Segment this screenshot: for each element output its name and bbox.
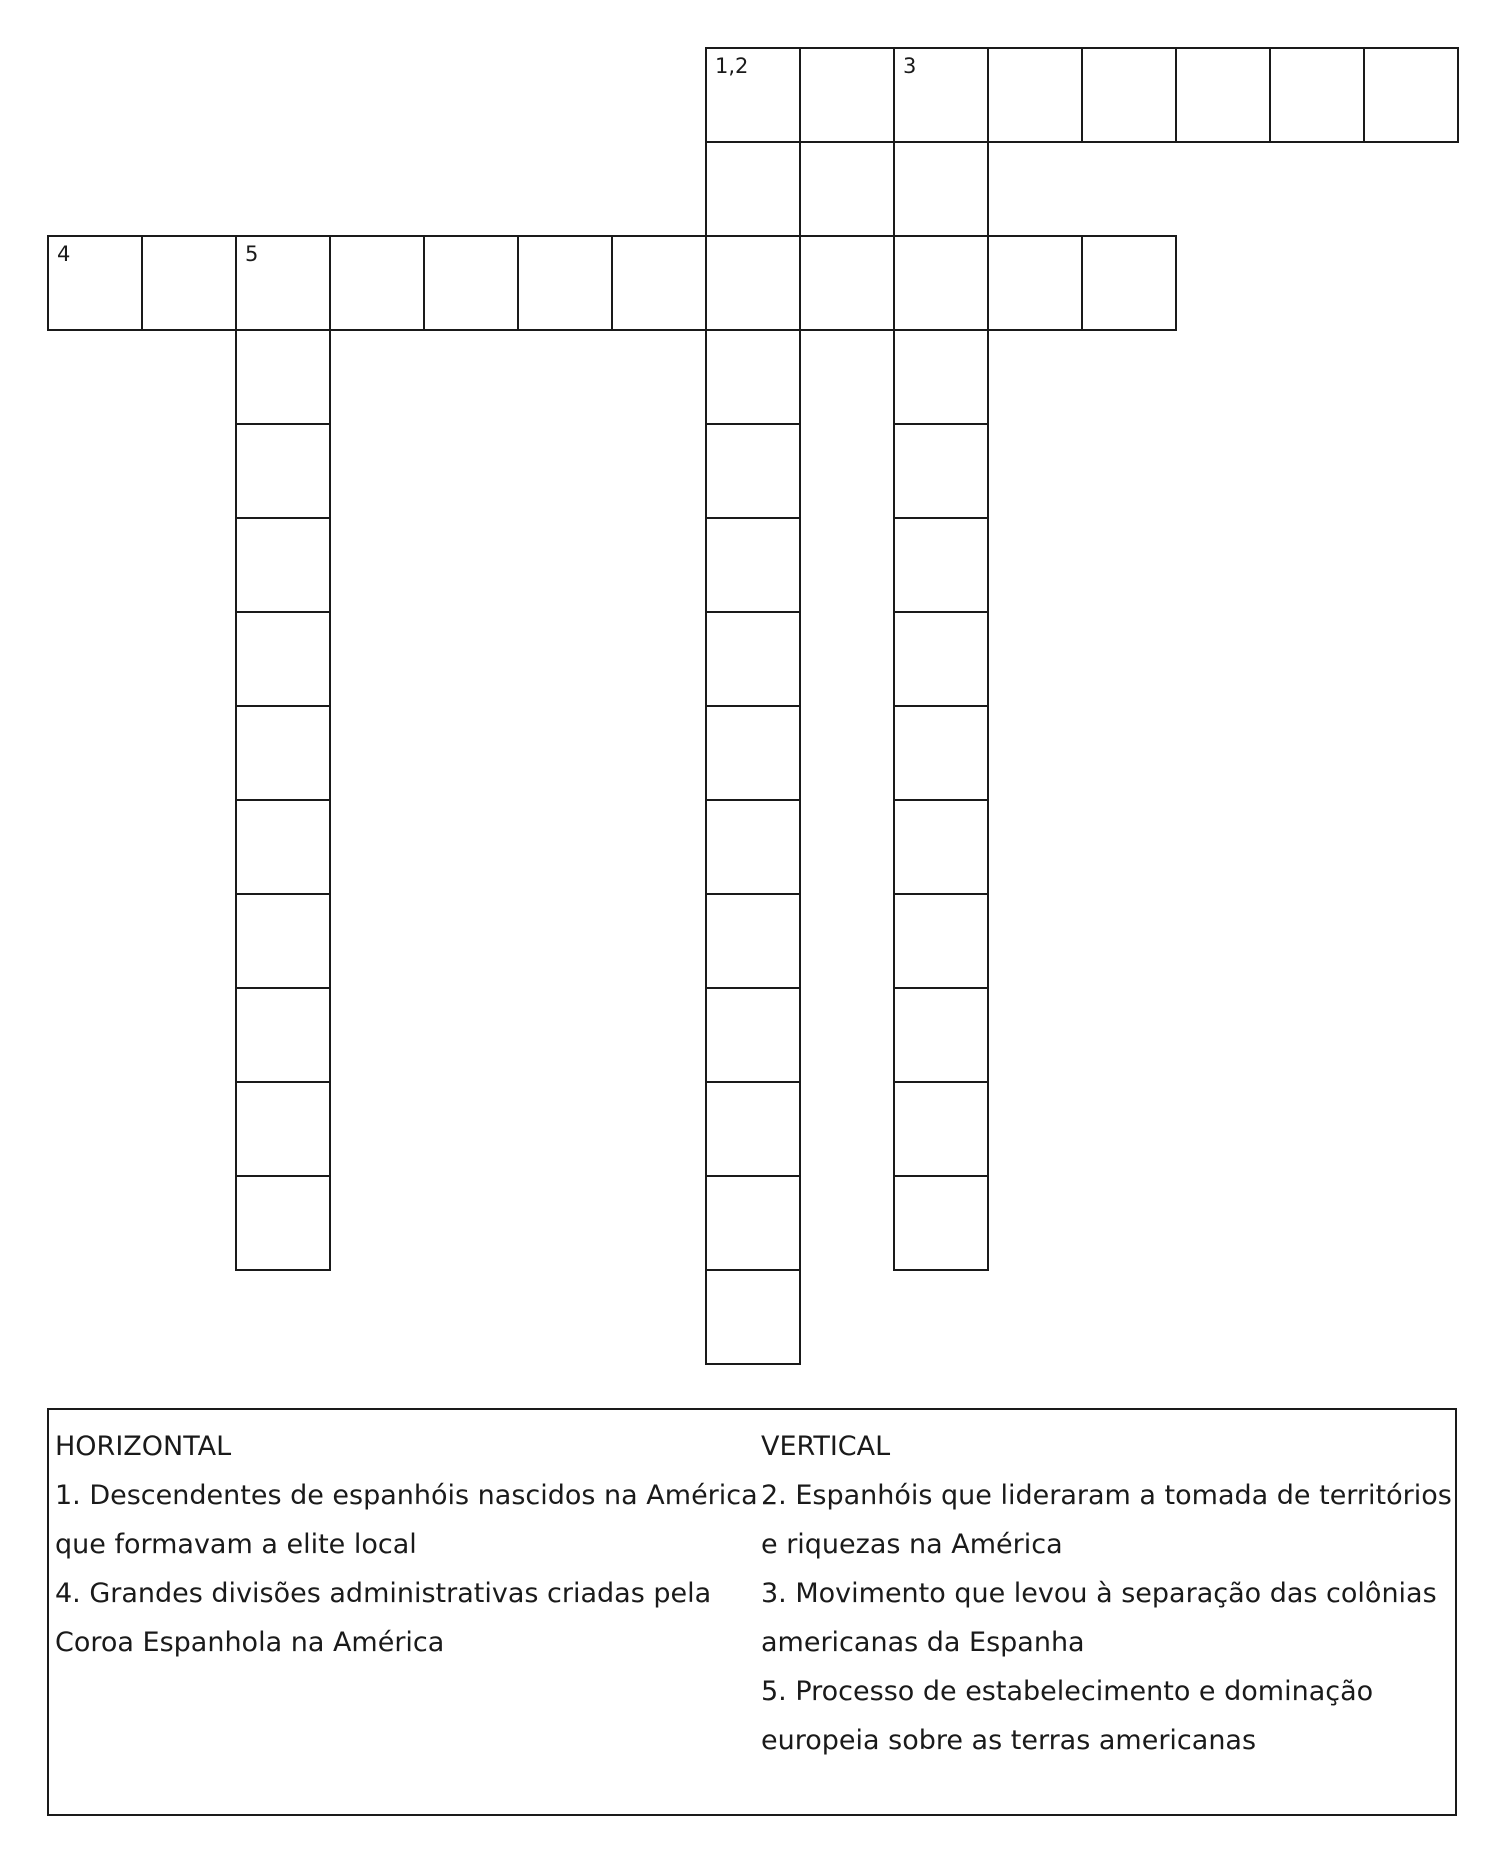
crossword-cell[interactable] xyxy=(235,329,331,425)
vertical-clue-line: americanas da Espanha xyxy=(761,1627,1085,1658)
crossword-cell[interactable] xyxy=(893,893,989,989)
horizontal-clue-line: que formavam a elite local xyxy=(55,1529,417,1560)
crossword-cell[interactable] xyxy=(893,423,989,519)
crossword-cell[interactable] xyxy=(799,235,895,331)
horizontal-heading: HORIZONTAL xyxy=(55,1431,232,1462)
vertical-heading: VERTICAL xyxy=(761,1431,891,1462)
crossword-cell[interactable] xyxy=(705,235,801,331)
crossword-cell[interactable] xyxy=(893,1081,989,1177)
horizontal-clues xyxy=(55,1422,758,1667)
crossword-cell[interactable] xyxy=(705,705,801,801)
crossword-cell[interactable] xyxy=(893,705,989,801)
vertical-clues xyxy=(761,1422,1451,1765)
vertical-clue-line: europeia sobre as terras americanas xyxy=(761,1725,1257,1756)
crossword-cell[interactable] xyxy=(893,141,989,237)
crossword-cell[interactable] xyxy=(1363,47,1459,143)
horizontal-clue-line: 4. Grandes divisões administrativas criadas pela xyxy=(55,1578,712,1609)
crossword-cell[interactable] xyxy=(893,611,989,707)
crossword-cell[interactable] xyxy=(235,423,331,519)
crossword-cell[interactable] xyxy=(799,47,895,143)
crossword-cell[interactable] xyxy=(235,799,331,895)
crossword-cell[interactable] xyxy=(705,47,801,143)
horizontal-clue-line: Coroa Espanhola na América xyxy=(55,1627,445,1658)
crossword-cell[interactable] xyxy=(235,705,331,801)
crossword-cell[interactable] xyxy=(1081,235,1177,331)
crossword-cell[interactable] xyxy=(705,329,801,425)
crossword-cell[interactable] xyxy=(235,1081,331,1177)
horizontal-clue-line: 1. Descendentes de espanhóis nascidos na América xyxy=(55,1480,758,1511)
crossword-cell[interactable] xyxy=(235,1175,331,1271)
crossword-cell[interactable] xyxy=(705,799,801,895)
crossword-cell[interactable] xyxy=(705,423,801,519)
vertical-clue-line: 3. Movimento que levou à separação das colônias xyxy=(761,1578,1437,1609)
crossword-cell[interactable] xyxy=(705,1081,801,1177)
crossword-cell[interactable] xyxy=(611,235,707,331)
crossword-cell[interactable] xyxy=(987,47,1083,143)
crossword-cell[interactable] xyxy=(1269,47,1365,143)
crossword-cell[interactable] xyxy=(235,893,331,989)
crossword-cell[interactable] xyxy=(329,235,425,331)
vertical-clue-line: e riquezas na América xyxy=(761,1529,1063,1560)
crossword-cell[interactable] xyxy=(987,235,1083,331)
crossword-cell[interactable] xyxy=(893,799,989,895)
vertical-clue-line: 5. Processo de estabelecimento e dominação xyxy=(761,1676,1374,1707)
crossword-cell[interactable] xyxy=(235,517,331,613)
clue-number: 5 xyxy=(245,242,259,266)
crossword-cell[interactable] xyxy=(47,235,143,331)
crossword-cell[interactable] xyxy=(235,987,331,1083)
crossword-cell[interactable] xyxy=(705,517,801,613)
crossword-cell[interactable] xyxy=(705,1269,801,1365)
clue-number: 1,2 xyxy=(715,54,749,78)
crossword-cell[interactable] xyxy=(1175,47,1271,143)
crossword-cell[interactable] xyxy=(893,987,989,1083)
crossword-cell[interactable] xyxy=(235,235,331,331)
crossword-cell[interactable] xyxy=(705,141,801,237)
clue-number: 4 xyxy=(57,242,71,266)
clues-box xyxy=(47,1408,1457,1816)
clue-number: 3 xyxy=(903,54,917,78)
crossword-cell[interactable] xyxy=(893,1175,989,1271)
crossword-cell[interactable] xyxy=(1081,47,1177,143)
crossword-cell[interactable] xyxy=(705,611,801,707)
crossword-cell[interactable] xyxy=(893,329,989,425)
crossword-cell[interactable] xyxy=(893,235,989,331)
crossword-cell[interactable] xyxy=(235,611,331,707)
crossword-cell[interactable] xyxy=(517,235,613,331)
crossword-cell[interactable] xyxy=(705,1175,801,1271)
crossword-cell[interactable] xyxy=(893,517,989,613)
crossword-cell[interactable] xyxy=(705,893,801,989)
vertical-clue-line: 2. Espanhóis que lideraram a tomada de territórios xyxy=(761,1480,1452,1511)
crossword-cell[interactable] xyxy=(141,235,237,331)
crossword-cell[interactable] xyxy=(893,47,989,143)
crossword-cell[interactable] xyxy=(705,987,801,1083)
crossword-cell[interactable] xyxy=(799,141,895,237)
crossword-cell[interactable] xyxy=(423,235,519,331)
